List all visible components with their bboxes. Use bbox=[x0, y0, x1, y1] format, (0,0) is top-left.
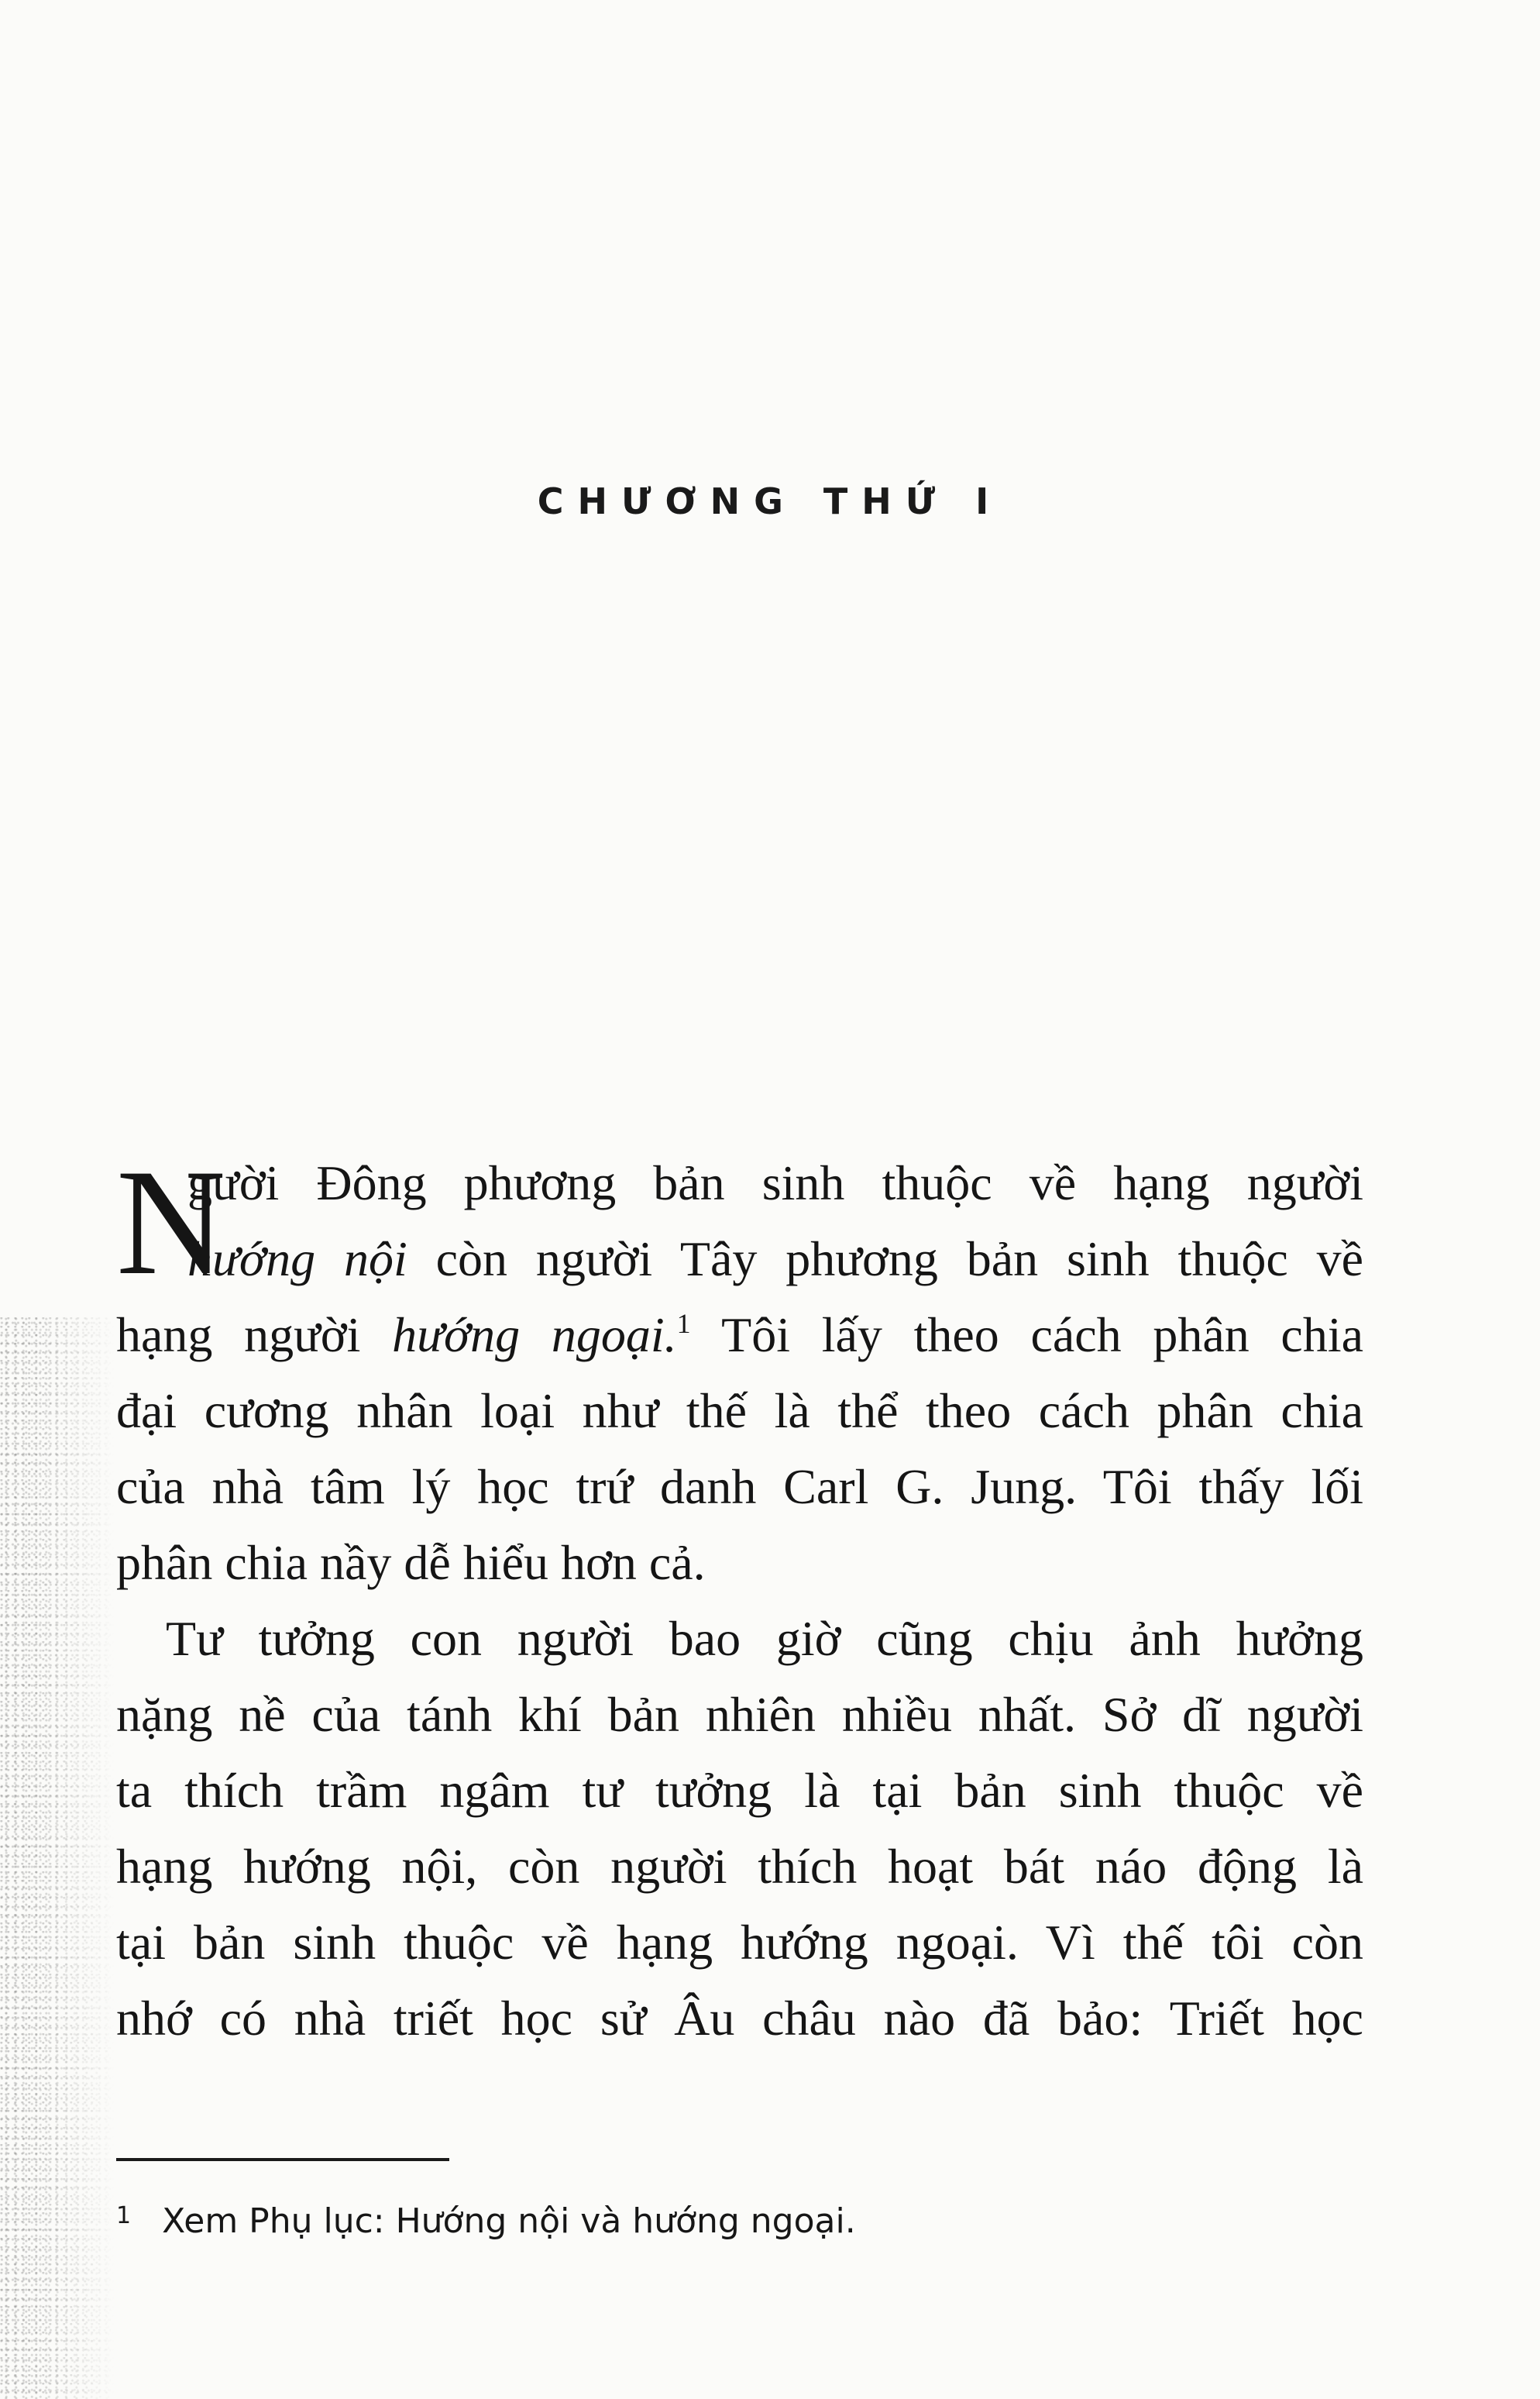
text-line: ta thích trầm ngâm tư tưởng là tại bản sinh thuộc về bbox=[116, 1763, 1363, 1818]
text-line: phân chia nầy dễ hiểu hơn cả. bbox=[116, 1535, 706, 1590]
footnote-divider bbox=[116, 2158, 449, 2161]
footnote-number: 1 bbox=[116, 2202, 132, 2229]
text-run: hạng người bbox=[116, 1307, 393, 1362]
footnote-reference: 1 bbox=[676, 1308, 691, 1339]
paragraph-2 bbox=[116, 1601, 1363, 2057]
footnote-text: Xem Phụ lục: Hướng nội và hướng ngoại. bbox=[162, 2201, 856, 2241]
text-run: còn người Tây phương bản sinh thuộc về bbox=[407, 1231, 1363, 1286]
scan-edge-texture bbox=[0, 1317, 116, 2399]
text-line: gười Đông phương bản sinh thuộc về hạng người bbox=[187, 1155, 1363, 1210]
text-line bbox=[116, 1297, 1363, 1373]
paragraph-1 bbox=[116, 1138, 1364, 1601]
italic-term: hướng nội bbox=[187, 1231, 407, 1286]
text-run: Tôi lấy theo cách phân chia bbox=[690, 1307, 1364, 1362]
footnote bbox=[116, 2193, 856, 2245]
body-text bbox=[116, 1138, 1364, 2057]
text-line: hạng hướng nội, còn người thích hoạt bát náo động là bbox=[116, 1839, 1363, 1894]
chapter-heading: CHƯƠNG THỨ I bbox=[537, 480, 1003, 522]
text-line: của nhà tâm lý học trứ danh Carl G. Jung. Tôi thấy lối bbox=[116, 1459, 1363, 1514]
text-line bbox=[116, 1221, 1363, 1297]
text-line: nặng nề của tánh khí bản nhiên nhiều nhất. Sở dĩ người bbox=[116, 1687, 1363, 1742]
text-line: tại bản sinh thuộc về hạng hướng ngoại. Vì thế tôi còn bbox=[116, 1915, 1363, 1970]
italic-term: hướng ngoại. bbox=[392, 1307, 677, 1362]
drop-cap: N bbox=[116, 1138, 226, 1306]
text-line: Tư tưởng con người bao giờ cũng chịu ảnh hưởng bbox=[166, 1611, 1363, 1666]
text-line: đại cương nhân loại như thế là thể theo cách phân chia bbox=[116, 1383, 1363, 1438]
text-line: nhớ có nhà triết học sử Âu châu nào đã bảo: Triết học bbox=[116, 1991, 1363, 2046]
